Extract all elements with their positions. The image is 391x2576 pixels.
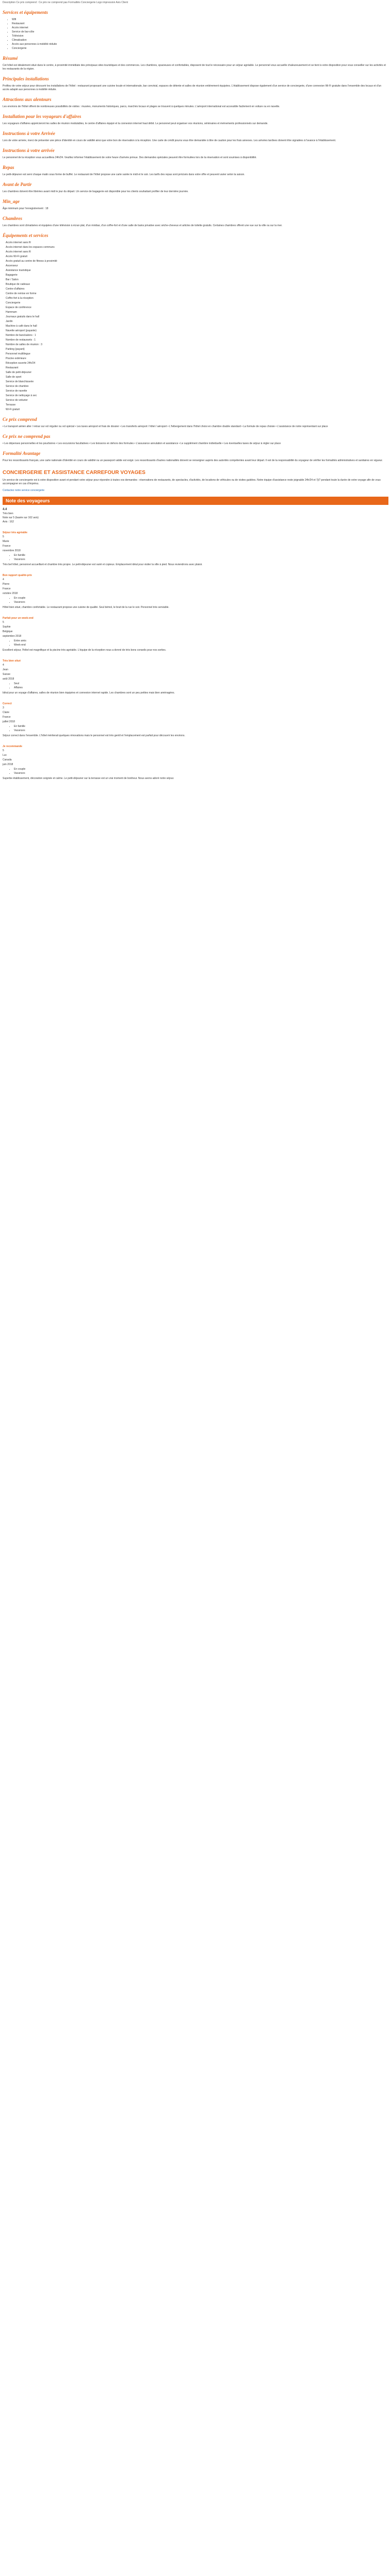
list-item: Centre d'affaires: [6, 287, 25, 291]
list-item: Boutique de cadeaux: [6, 283, 30, 286]
repas-title: Repas: [3, 165, 14, 170]
review-title: Correct: [3, 702, 12, 705]
ne-comprend-title: Ce prix ne comprend pas: [3, 434, 51, 439]
list-item: • Climatisation: [12, 39, 388, 42]
list-item: Hammam: [6, 311, 17, 314]
review-title: Parfait pour un week-end: [3, 617, 34, 620]
list-item: • Service de bar-côte: [12, 30, 388, 34]
review-author: Pierre: [3, 583, 10, 586]
resume-text: Cet hôtel est idéalement situé dans le centre, à proximité immédiate des principaux sites touristiques et des commerces. Les chambres, spacieuses et confortables, disposent de tout le nécessaire pour un séjour agréable. Le personnel vous accueille chaleureusement et se tient à votre disposition pour vous conseiller sur les activités et les restaurants de la région.: [3, 64, 386, 71]
list-item: • Week-end: [14, 643, 388, 647]
instructions-speciales-text: Le personnel de la réception vous accueillera 24h/24. Veuillez informer l'établissement de votre heure d'arrivée prévue. Des demandes spéciales peuvent être formulées lors de la réservation et sont soumises à disponibilité.: [3, 156, 257, 159]
list-item: Assistance touristique: [6, 269, 31, 272]
installation-title: Installation pour les voyageurs d'affaires: [3, 114, 82, 119]
list-item: Service de navette: [6, 389, 27, 393]
review-title: Séjour très agréable: [3, 531, 28, 534]
review-author: Claire: [3, 711, 10, 714]
review-date: juin 2018: [3, 763, 13, 766]
services-list: [3, 18, 388, 50]
review-date: septembre 2018: [3, 635, 22, 638]
formalites-text: Pour les ressortissants français, une carte nationale d'identité en cours de validité ou un passeport valide est exigé. Les ressortissants d'autres nationalités doivent se renseigner auprès des autorités compétentes avant leur départ. Il est de la responsabilité du voyageur de vérifier les formalités administratives et sanitaires en vigueur.: [3, 459, 383, 462]
list-item: • Accès aux personnes à mobilité réduite: [12, 43, 388, 46]
list-item: • Accès internet: [12, 26, 388, 30]
ce-prix-comprend-title: Ce prix comprend: [3, 417, 37, 422]
instructions-arrivee-text: Lors de votre arrivée, merci de présenter une pièce d'identité en cours de validité ainsi que votre bon de réservation à la réception. Une carte de crédit pourra vous être demandée à titre de caution pour les frais annexes. Les arrivées tardives doivent être signalées à l'avance à l'établissement.: [3, 139, 336, 142]
list-item: • En couple: [14, 597, 388, 600]
list-item: • Vacances: [14, 729, 388, 733]
list-item: Service de chambre: [6, 385, 29, 388]
list-item: Jardin: [6, 320, 13, 323]
review-date: août 2018: [3, 677, 14, 681]
list-item: • Télévision: [12, 35, 388, 38]
resume-title: Résumé: [3, 56, 18, 61]
review-origin: Suisse: [3, 673, 11, 676]
review-text: Idéal pour un voyage d'affaires, salles de réunion bien équipées et connexion internet rapide. Les chambres sont un peu petites mais bien aménagées.: [3, 691, 175, 694]
review-type-list: [3, 554, 388, 562]
review-origin: Belgique: [3, 630, 13, 633]
review-based-on: Note sur 5 (basée sur 162 avis): [3, 516, 39, 519]
list-item: Service de voiturier: [6, 399, 28, 402]
review-author: Jean: [3, 668, 8, 671]
review-title: Bon rapport qualité-prix: [3, 574, 32, 577]
list-item: Accès internet sans fil: [6, 250, 31, 253]
list-item: Accès internet sans fil: [6, 241, 31, 244]
list-item: • Entre amis: [14, 639, 388, 643]
list-item: • Vacances: [14, 601, 388, 604]
list-item: Wi-Fi gratuit: [6, 408, 20, 411]
reviews-header: Note des voyageurs: [3, 497, 388, 505]
list-item: Service de nettoyage à sec: [6, 394, 37, 397]
review-rating: 5: [3, 749, 4, 752]
list-item: Nombre de salles de réunion : 3: [6, 343, 42, 346]
review-origin: Canada: [3, 758, 12, 761]
list-item: Salle de petit-déjeuner: [6, 371, 32, 374]
equipements-list: [3, 241, 388, 412]
list-item: Piscine extérieure: [6, 357, 26, 360]
review-origin: France: [3, 545, 11, 548]
list-item: Salle de sport: [6, 376, 22, 379]
services-title: Services et équipements: [3, 10, 48, 15]
list-item: Coffre-fort à la réception: [6, 297, 34, 300]
review-card: [3, 617, 388, 652]
list-item: • Conciergerie: [12, 47, 388, 50]
review-card: [3, 702, 388, 738]
review-rating: 5: [3, 535, 4, 538]
review-text: Séjour correct dans l'ensemble. L'hôtel mériterait quelques rénovations mais le personnel est très gentil et l'emplacement est parfait pour découvrir les environs.: [3, 734, 185, 737]
list-item: • Wifi: [12, 18, 388, 22]
list-item: Terrasse: [6, 403, 16, 406]
attractions-text: Les environs de l'hôtel offrent de nombreuses possibilités de visites : musées, monuments historiques, parcs, marchés locaux et plages se trouvent à quelques minutes. L'aéroport international est accessible facilement en voiture ou en navette.: [3, 105, 280, 108]
list-item: • Restaurant: [12, 22, 388, 26]
page-intro: Description Ce prix comprend : Ce prix ne comprend pas Formalités Conciergerie Logo impression Avis Client: [3, 1, 128, 4]
list-item: Machine à café dans le hall: [6, 325, 37, 328]
review-card: [3, 745, 388, 781]
review-rating: 4: [3, 664, 4, 667]
list-item: • Affaires: [14, 686, 388, 690]
review-count: Avis : 162: [3, 520, 14, 523]
list-item: Nombre de bars/salons : 1: [6, 334, 36, 337]
list-item: • Seul: [14, 682, 388, 686]
review-title: Je recommande: [3, 745, 23, 748]
principales-text: Profitez de votre séjour pour découvrir les installations de l'hôtel : restaurant proposant une cuisine locale et internationale, bar convivial, espaces de détente et salles de réunion entièrement équipées. L'établissement dispose également d'un service de conciergerie, d'une connexion Wi-Fi gratuite dans l'ensemble des locaux et d'un accès adapté aux personnes à mobilité réduite.: [3, 84, 382, 91]
instructions-speciales-title: Instructions à votre arrivée: [3, 148, 55, 153]
review-author: Sophie: [3, 625, 11, 629]
list-item: Parking (payant): [6, 348, 25, 351]
review-origin: France: [3, 716, 11, 719]
review-rating: 3: [3, 706, 4, 709]
list-item: Bar / Salon: [6, 278, 19, 281]
list-item: Journaux gratuits dans le hall: [6, 315, 40, 318]
review-rating: 4: [3, 578, 4, 581]
review-date: octobre 2018: [3, 592, 18, 595]
list-item: Conciergerie: [6, 301, 21, 304]
list-item: Réception ouverte 24h/24: [6, 362, 36, 365]
principales-title: Principales installations: [3, 76, 49, 81]
attractions-title: Attractions aux alentours: [3, 97, 52, 102]
review-date: novembre 2018: [3, 549, 21, 552]
instructions-arrivee-title: Instructions à votre Arrivée: [3, 131, 55, 136]
repas-text: Le petit-déjeuner est servi chaque matin sous forme de buffet. Le restaurant de l'hôtel propose une carte variée le midi et le soir. Les tarifs des repas sont précisés dans votre offre et peuvent varier selon la saison.: [3, 173, 245, 176]
min-age-text: Âge minimum pour l'enregistrement : 18: [3, 207, 48, 210]
avant-depart-text: Les chambres doivent être libérées avant midi le jour du départ. Un service de bagagerie est disponible pour les clients souhaitant profiter de leur dernière journée.: [3, 190, 189, 193]
review-origin: France: [3, 587, 11, 590]
review-text: Superbe établissement, décoration soignée et calme. Le petit-déjeuner sur la terrasse est un vrai moment de bonheur. Nous avons adoré notre séjour.: [3, 777, 174, 780]
list-item: Service de blanchisserie: [6, 380, 34, 383]
list-item: • En famille: [14, 554, 388, 557]
list-item: • Vacances: [14, 772, 388, 775]
review-author: Marie: [3, 540, 9, 543]
list-item: • En couple: [14, 768, 388, 771]
list-item: Ascenseur: [6, 264, 18, 267]
review-type-list: [3, 725, 388, 733]
review-text: Très bel hôtel, personnel accueillant et chambre très propre. Le petit-déjeuner est varié et copieux. Emplacement idéal pour visiter la ville à pied. Nous reviendrons avec plaisir.: [3, 563, 203, 566]
review-text: Excellent séjour, l'hôtel est magnifique et la piscine très agréable. L'équipe de la réception nous a donné de très bons conseils pour nos sorties.: [3, 649, 167, 652]
review-card: [3, 574, 388, 609]
review-type-list: [3, 597, 388, 604]
review-author: Luc: [3, 754, 7, 757]
chambres-title: Chambres: [3, 216, 23, 221]
conciergerie-link[interactable]: Contactez notre service conciergerie: [3, 489, 45, 492]
review-card: [3, 531, 388, 567]
min-age-title: Min_age: [3, 199, 20, 204]
review-text: Hôtel bien situé, chambre confortable. Le restaurant propose une cuisine de qualité. Seul bémol, le bruit de la rue le soir. Personnel très serviable.: [3, 606, 169, 609]
list-item: Accès Wi-Fi gratuit: [6, 255, 27, 258]
review-title: Très bien situé: [3, 659, 21, 663]
formalites-title: Formalité Avantage: [3, 451, 41, 456]
review-score-row: [3, 508, 388, 512]
review-date: juillet 2018: [3, 720, 15, 723]
review-type-list: [3, 639, 388, 647]
avant-depart-title: Avant de Partir: [3, 182, 32, 187]
list-item: Centre de remise en forme: [6, 292, 37, 295]
list-item: Restaurant: [6, 366, 19, 369]
installation-text: Les voyageurs d'affaires apprécieront les salles de réunion modulables, le centre d'affaires équipé et la connexion internet haut débit. Le personnel peut organiser vos réunions, séminaires et événements professionnels sur demande.: [3, 122, 268, 125]
review-rating: 5: [3, 621, 4, 624]
conciergerie-title: CONCIERGERIE ET ASSISTANCE CARREFOUR VOYAGES: [3, 470, 145, 476]
chambres-text: Les chambres sont climatisées et équipées d'une télévision à écran plat, d'un minibar, d'un coffre-fort et d'une salle de bains privative avec sèche-cheveux et articles de toilette gratuits. Certaines chambres offrent une vue sur la ville ou sur la mer.: [3, 224, 283, 227]
review-list: [3, 531, 388, 781]
equipements-title: Équipements et services: [3, 233, 48, 238]
list-item: • En famille: [14, 725, 388, 728]
list-item: Bagagerie: [6, 274, 18, 277]
list-item: Nombre de restaurants : 1: [6, 338, 36, 342]
conciergerie-text: Un service de conciergerie est à votre disposition avant et pendant votre séjour pour répondre à toutes vos demandes : réservations de restaurants, de spectacles, d'activités, de locations de véhicules ou de visites guidées. Notre équipe d'assistance reste joignable 24h/24 et 7j/7 pendant toute la durée de votre voyage afin de vous accompagner en cas d'imprévu.: [3, 479, 381, 485]
list-item: • Vacances: [14, 558, 388, 562]
list-item: Personnel multilingue: [6, 352, 30, 355]
ne-comprend-text: • Les dépenses personnelles et les pourboires • Les excursions facultatives • Les boissons en dehors des formules • L'assurance annulation et assistance • Le supplément chambre individuelle • Les éventuelles taxes de séjour à régler sur place: [3, 442, 281, 445]
list-item: Accès internet dans les espaces communs: [6, 246, 55, 249]
ce-prix-comprend-text: • Le transport aérien aller / retour sur vol régulier ou vol spécial • Les taxes aéroport et frais de dossier • Les transferts aéroport / hôtel / aéroport • L'hébergement dans l'hôtel choisi en chambre double standard • La formule de repas choisie • L'assistance de notre représentant sur place: [3, 425, 328, 428]
review-score-label: Très bien: [3, 512, 13, 515]
list-item: Espace de conférence: [6, 306, 31, 309]
review-type-list: [3, 768, 388, 775]
list-item: Accès gratuit au centre de fitness à proximité: [6, 260, 57, 263]
list-item: Navette aéroport (payante): [6, 329, 37, 332]
review-type-list: [3, 682, 388, 690]
product-page: [0, 0, 391, 786]
review-card: [3, 659, 388, 695]
review-score: 4.4: [3, 508, 7, 511]
